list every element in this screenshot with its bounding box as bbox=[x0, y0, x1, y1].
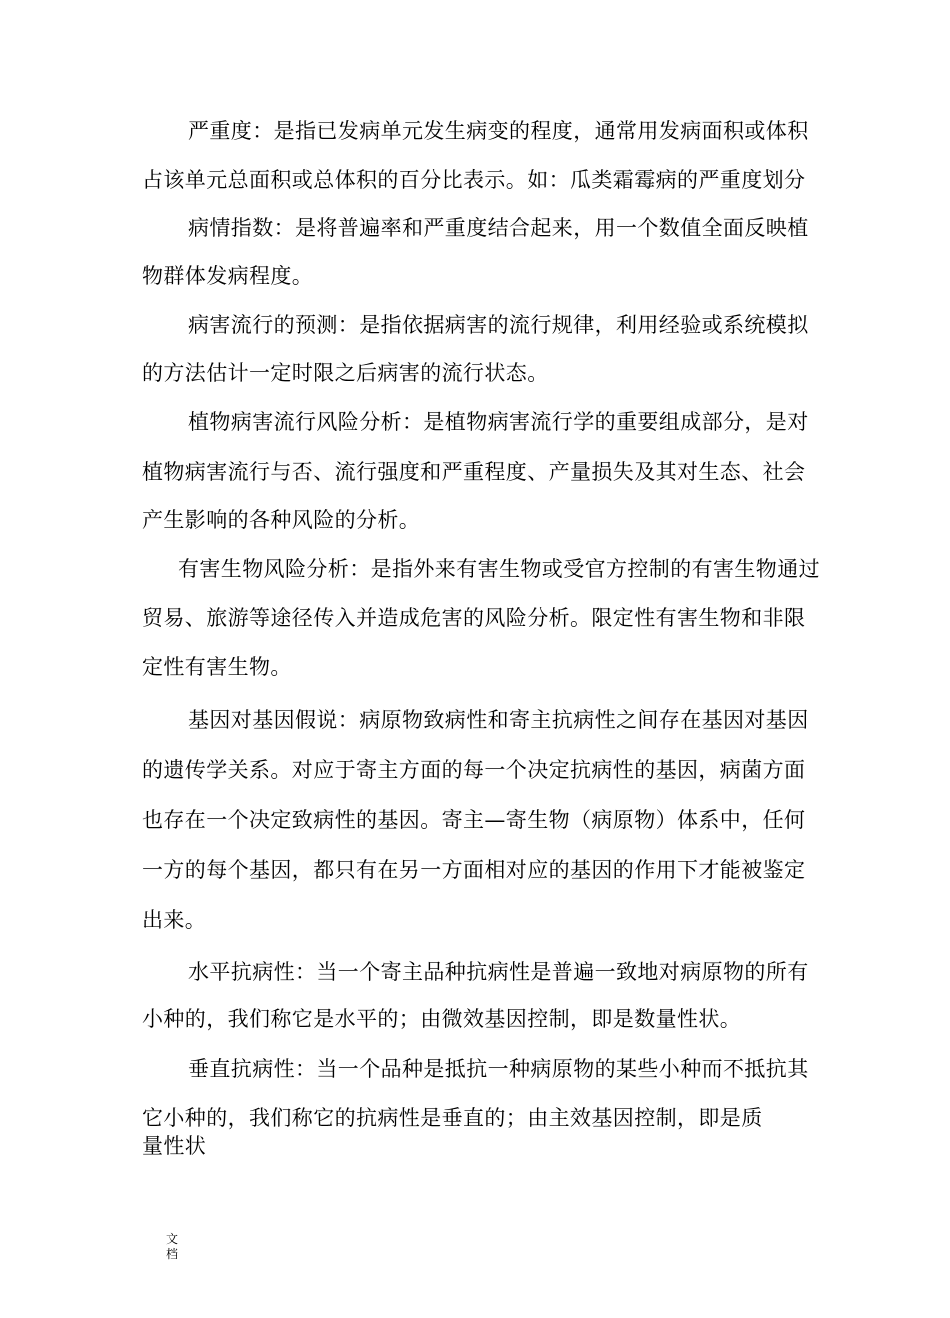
gene-for-gene-line-3: 也存在一个决定致病性的基因。寄主—寄生物（病原物）体系中，任何 bbox=[142, 808, 806, 832]
severity-line-1: 严重度：是指已发病单元发生病变的程度，通常用发病面积或体积 bbox=[188, 119, 809, 143]
disease-index-line-1: 病情指数：是将普遍率和严重度结合起来，用一个数值全面反映植 bbox=[188, 216, 809, 240]
disease-index-line-2: 物群体发病程度。 bbox=[142, 264, 314, 288]
gene-for-gene-line-4: 一方的每个基因，都只有在另一方面相对应的基因的作用下才能被鉴定 bbox=[142, 858, 806, 882]
gene-for-gene-line-1: 基因对基因假说：病原物致病性和寄主抗病性之间存在基因对基因 bbox=[188, 708, 809, 732]
pest-risk-line-1: 有害生物风险分析：是指外来有害生物或受官方控制的有害生物通过 bbox=[178, 557, 820, 581]
gene-for-gene-line-2: 的遗传学关系。对应于寄主方面的每一个决定抗病性的基因，病菌方面 bbox=[142, 758, 806, 782]
forecast-line-1: 病害流行的预测：是指依据病害的流行规律，利用经验或系统模拟 bbox=[188, 313, 809, 337]
gene-for-gene-line-5: 出来。 bbox=[142, 908, 207, 932]
horizontal-resistance-line-1: 水平抗病性：当一个寄主品种抗病性是普遍一致地对病原物的所有 bbox=[188, 960, 809, 984]
vertical-resistance-line-2: 它小种的，我们称它的抗病性是垂直的；由主效基因控制，即是质 bbox=[142, 1106, 763, 1130]
horizontal-resistance-line-2: 小种的，我们称它是水平的；由微效基因控制，即是数量性状。 bbox=[142, 1007, 742, 1031]
footer-label: 文档 bbox=[166, 1232, 179, 1261]
vertical-resistance-line-3: 量性状 bbox=[142, 1134, 207, 1158]
epidemic-risk-line-2: 植物病害流行与否、流行强度和严重程度、产量损失及其对生态、社会 bbox=[142, 460, 806, 484]
forecast-line-2: 的方法估计一定时限之后病害的流行状态。 bbox=[142, 361, 549, 385]
severity-line-2: 占该单元总面积或总体积的百分比表示。如：瓜类霜霉病的严重度划分 bbox=[142, 168, 806, 192]
pest-risk-line-3: 定性有害生物。 bbox=[142, 655, 292, 679]
vertical-resistance-line-1: 垂直抗病性：当一个品种是抵抗一种病原物的某些小种而不抵抗其 bbox=[188, 1057, 809, 1081]
pest-risk-line-2: 贸易、旅游等途径传入并造成危害的风险分析。限定性有害生物和非限 bbox=[142, 606, 806, 630]
epidemic-risk-line-3: 产生影响的各种风险的分析。 bbox=[142, 508, 421, 532]
epidemic-risk-line-1: 植物病害流行风险分析：是植物病害流行学的重要组成部分，是对 bbox=[188, 410, 809, 434]
